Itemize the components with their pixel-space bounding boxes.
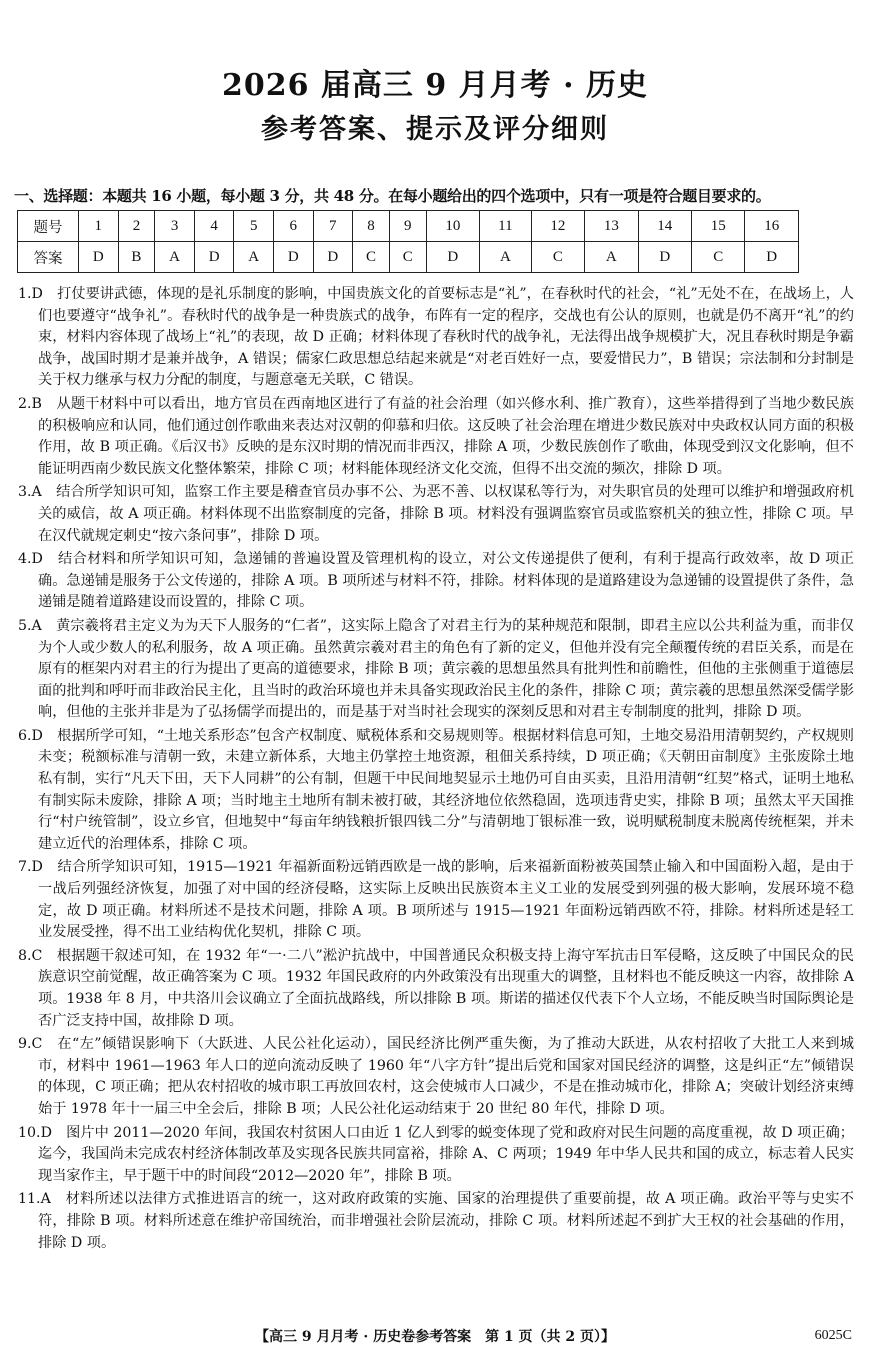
answer-cell: C [353,242,390,273]
page-subtitle: 参考答案、提示及评分细则 [261,114,609,145]
question-number: 5 [234,211,274,242]
row-label-answer: 答案 [18,242,79,273]
explanation-item: 2.B 从题干材料中可以看出，地方官员在西南地区进行了有益的社会治理（如兴修水利、推广教育），这些举措得到了当地少数民族的积极响应和认同，他们通过创作歌曲来表达对汉朝的仰慕和归依。这反映了社会治理在增进少数民族对中央政权认同方面的积极作用，故 B 项正确。《后汉书》反映的是东汉时期的情况而非西汉，排除 A 项，少数民族创作了歌曲，体现受到汉文化影响，但不能证明西南少数民族文化整体繁荣，排除 C 项；材料能体现经济文化交流，但得不出交流的频次，排除 D 项。 [18,395,854,477]
explanation-item: 11.A 材料所述以法律方式推进语言的统一，这对政府政策的实施、国家的治理提供了重要前提，故 A 项正确。政治平等与史实不符，排除 B 项。材料所述意在维护帝国统治，而非增强社会阶层流动，排除 C 项。材料所述起不到扩大王权的社会基础的作用，排除 D 项。 [18,1191,854,1251]
question-number: 7 [313,211,353,242]
question-number: 4 [194,211,234,242]
question-number-row [18,211,799,242]
page-title: 2026 届高三 9 月月考 · 历史 [221,68,649,103]
answer-cell: A [585,242,638,273]
answer-cell: D [79,242,119,273]
question-number: 1 [79,211,119,242]
explanation-item: 8.C 根据题干叙述可知，在 1932 年“一·二八”淞沪抗战中，中国普通民众积极支持上海守军抗击日军侵略，这反映了中国民众的民族意识空前觉醒，故正确答案为 C 项。1932 年国民政府的内外政策没有出现重大的调整，且材料也不能反映这一内容，故排除 A 项。1938 年 8 月，中共洛川会议确立了全面抗战路线，所以排除 B 项。斯诺的描述仅代表下个人立场，不能反映当时国际舆论是否广泛支持中国，故排除 D 项。 [18,947,854,1029]
explanation-item: 3.A 结合所学知识可知，监察工作主要是稽查官员办事不公、为恶不善、以权谋私等行为，对失职官员的处理可以维护和增强政府机关的威信，故 A 项正确。材料体现不出监察制度的完备，排除 B 项。材料没有强调监察官员或监察机关的独立性，排除 C 项。早在汉代就规定刺史“按六条问事”，排除 D 项。 [18,484,854,544]
explanation-item: 10.D 图片中 2011—2020 年间，我国农村贫困人口由近 1 亿人到零的蜕变体现了党和政府对民生问题的高度重视，故 D 项正确；迄今，我国尚未完成农村经济体制改革及实现各民族共同富裕，排除 A、C 两项；1949 年中华人民共和国的成立，标志着人民实现当家作主，早于题干中的时间段“2012—2020 年”，排除 B 项。 [18,1124,854,1184]
explanation-item: 6.D 根据所学可知，“土地关系形态”包含产权制度、赋税体系和交易规则等。根据材料信息可知，土地交易沿用清朝契约，产权规则未变；税额标准与清朝一致，未建立新体系，大地主仍掌控土地资源，租佃关系持续，D 项正确；《天朝田亩制度》主张废除土地私有制，实行“凡天下田，天下人同耕”的公有制，但题干中民间地契显示土地仍可自由买卖，且沿用清朝“红契”格式，证明土地私有制实际未废除，排除 A 项；当时地主土地所有制未被打破，其经济地位依然稳固，选项违背史实，排除 B 项；虽然太平天国推行“村户统管制”，设立乡官，但地契中“每亩年纳钱粮折银四钱二分”与清朝地丁银标准一致，说明赋税制度未脱离传统框架，并未建立近代的治理体系，排除 C 项。 [18,727,854,852]
answer-cell: C [531,242,584,273]
answer-cell: A [480,242,532,273]
question-number: 13 [585,211,638,242]
page-footer: 【高三 9 月月考 · 历史卷参考答案 第 1 页（共 2 页）】 [254,1329,616,1345]
answer-row [18,242,799,273]
answer-cell: D [313,242,353,273]
answer-cell: C [389,242,426,273]
answer-cell: D [638,242,691,273]
paper-code: 6025C [814,1328,852,1343]
answer-cell: A [234,242,274,273]
question-number: 10 [426,211,479,242]
explanations-list [18,284,854,1256]
question-number: 2 [118,211,155,242]
answer-cell: C [691,242,744,273]
answer-cell: D [426,242,479,273]
answer-cell: A [155,242,195,273]
explanation-item: 4.D 结合材料和所学知识可知，急递铺的普遍设置及管理机构的设立，对公文传递提供了便利，有利于提高行政效率，故 D 项正确。急递铺是服务于公文传递的，排除 A 项。B 项所述与材料不符，排除。材料体现的是道路建设为急递铺的设置提供了条件，急递铺是随着道路建设而设置的，排除 C 项。 [18,551,854,611]
explanation-item: 1.D 打仗要讲武德，体现的是礼乐制度的影响，中国贵族文化的首要标志是“礼”，在春秋时代的社会，“礼”无处不在，在战场上，人们也要遵守“战争礼”。春秋时代的战争是一种贵族式的战争，布阵有一定的程序，交战也有公认的原则，也就是仍不离开“礼”的约束，材料内容体现了战场上“礼”的表现，故 D 正确；材料体现了春秋时代的战争礼，无法得出战争规模扩大，况且春秋时期是争霸战争，战国时期才是兼并战争，A 错误；儒家仁政思想总结起来就是“对老百姓好一点，要爱惜民力”，B 错误；宗法制和分封制是关于权力继承与权力分配的制度，与题意毫无关联，C 错误。 [18,286,854,389]
row-label-number: 题号 [18,211,79,242]
question-number: 11 [480,211,532,242]
explanation-item: 5.A 黄宗羲将君主定义为为天下人服务的“仁者”，这实际上隐含了对君主行为的某种规范和限制，即君主应以公共利益为重，而非仅为个人或少数人的私利服务，故 A 项正确。虽然黄宗羲对君主的角色有了新的定义，但他并没有完全颠覆传统的君臣关系，而是在原有的框架内对君主的行为提出了更高的道德要求，排除 B 项；黄宗羲的思想虽然具有批判性和前瞻性，但他的主张侧重于道德层面的批判和呼吁而非政治民主化，且当时的政治环境也并未具备实现政治民主化的条件，排除 C 项；黄宗羲的思想虽然深受儒学影响，但他的主张并非是为了弘扬儒学而提出的，而是基于对当时社会现实的深刻反思和对君主专制制度的批判，排除 D 项。 [18,617,854,721]
question-number: 16 [745,211,799,242]
question-number: 12 [531,211,584,242]
question-number: 14 [638,211,691,242]
question-number: 9 [389,211,426,242]
answer-cell: D [745,242,799,273]
section-heading: 一、选择题：本题共 16 小题，每小题 3 分，共 48 分。在每小题给出的四个选项中，只有一项是符合题目要求的。 [14,187,771,205]
answer-cell: D [194,242,234,273]
question-number: 8 [353,211,390,242]
question-number: 3 [155,211,195,242]
question-number: 15 [691,211,744,242]
answer-table [17,210,799,273]
explanation-item: 9.C 在“左”倾错误影响下（大跃进、人民公社化运动），国民经济比例严重失衡，为了推动大跃进，从农村招收了大批工人来到城市，材料中 1961—1963 年人口的逆向流动反映了 1960 年“八字方针”提出后党和国家对国民经济的调整，这是纠正“左”倾错误的体现，C 项正确；把从农村招收的城市职工再放回农村，这会使城市人口减少，不是在推动城市化，排除 A；突破计划经济束缚始于 1978 年十一届三中全会后，排除 B 项；人民公社化运动结束于 20 世纪 80 年代，排除 D 项。 [18,1036,854,1117]
answer-cell: B [118,242,155,273]
answer-cell: D [273,242,313,273]
question-number: 6 [273,211,313,242]
explanation-item: 7.D 结合所学知识可知，1915—1921 年福新面粉远销西欧是一战的影响，后来福新面粉被英国禁止输入和中国面粉入超，是由于一战后列强经济恢复，加强了对中国的经济侵略，这实际上反映出民族资本主义工业的发展受到列强的极大影响，发展环境不稳定，故 D 项正确。材料所述不是技术问题，排除 A 项。B 项所述与 1915—1921 年面粉远销西欧不符，排除。材料所述是轻工业发展受挫，得不出工业结构优化契机，排除 C 项。 [18,859,854,941]
